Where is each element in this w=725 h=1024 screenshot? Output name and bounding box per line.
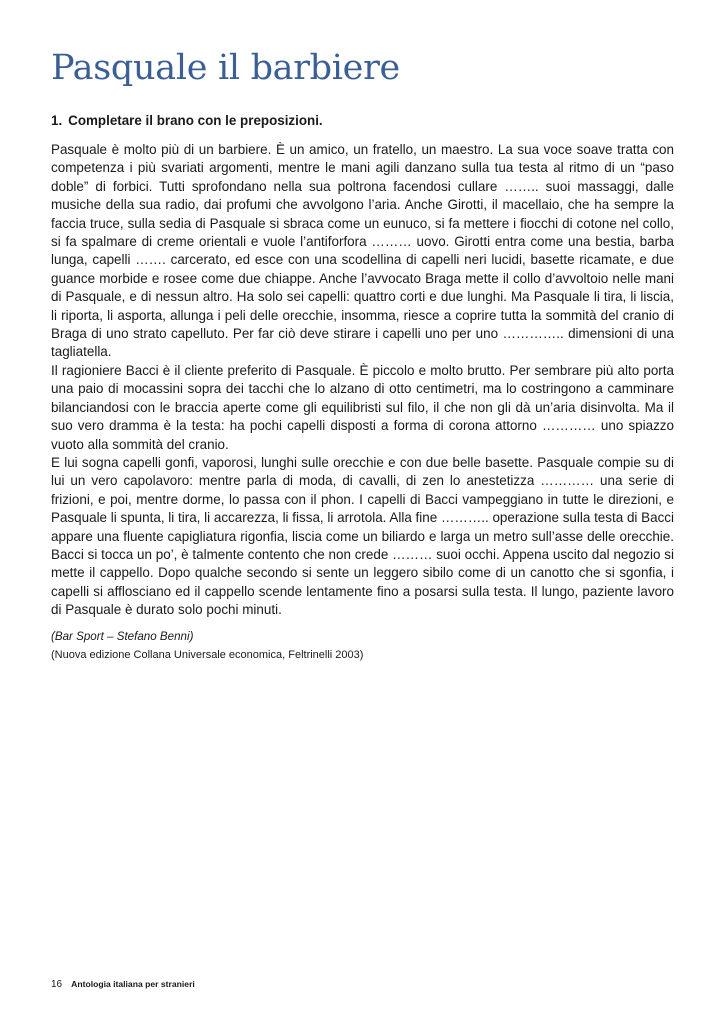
book-title: Antologia italiana per stranieri (71, 979, 195, 989)
page-number: 16 (51, 979, 63, 990)
page-footer (51, 977, 195, 992)
paragraph-1: Pasquale è molto più di un barbiere. È un amico, un fratello, un maestro. La sua voce soave tratta con competenza i più svariati argomenti, mentre le mani agili danzano sulla tua testa al ritmo di un “paso doble” di forbici. Tutti sprofondano nella sua poltrona facendosi cullare …….. suoi massaggi, dalle musiche della sua radio, dai profumi che avvolgono l’aria. Anche Girotti, il macellaio, che ha sempre la faccia truce, sulla sedia di Pasquale si sbraca come un eunuco, si fa mettere i fiocchi di cotone nel collo, si fa spalmare di creme orientali e vuole l’antiforfora ……… uovo. Girotti entra come una bestia, barba lunga, capelli ……. carcerato, ed esce con una scodellina di capelli neri lucidi, basette ricamate, e due guance morbide e rosee come due chiappe. Anche l’avvocato Braga mette il collo d’avvoltoio nelle mani di Pasquale, e di nessun altro. Ha solo sei capelli: quattro corti e due lunghi. Ma Pasquale li tira, li liscia, li riporta, li asporta, allunga i peli delle orecchie, insomma, riesce a coprire tutta la sommità del cranio di Braga di uno strato capelluto. Per far ciò deve stirare i capelli uno per uno ………….. dimensioni di una tagliatella. (51, 142, 674, 360)
citation-edition: (Nuova edizione Collana Universale economica, Feltrinelli 2003) (51, 649, 364, 661)
paragraph-2: Il ragioniere Bacci è il cliente preferito di Pasquale. È piccolo e molto brutto. Per sembrare più alto porta una paio di mocassini sopra dei tacchi che lo alzano di otto centimetri, ma lo costringono a camminare bilanciandosi con le braccia aperte come gli equilibristi sul filo, il che non gli dà un’aria disinvolta. Ma il suo vero dramma è la testa: ha pochi capelli disposti a forma di corona attorno ………… uno spiazzo vuoto alla sommità del cranio. (51, 362, 674, 452)
story-text (51, 141, 674, 620)
exercise-number: 1. (51, 113, 63, 128)
exercise-text: Completare il brano con le preposizioni. (68, 113, 323, 128)
exercise-instruction (51, 112, 323, 130)
paragraph-3: E lui sogna capelli gonfi, vaporosi, lunghi sulle orecchie e con due belle basette. Pasquale compie su di lui un vero capolavoro: mentre parla di moda, di cavalli, di zen lo anestetizza ………… una serie di frizioni, e poi, mentre dorme, lo passa con il phon. I capelli di Bacci vampeggiano in tutte le direzioni, e Pasquale li spunta, li tira, li accarezza, li fissa, li arrotola. Alla fine ……….. operazione sulla testa di Bacci appare una fluente capigliatura rigonfia, liscia come un biliardo e larga un metro sull’asse delle orecchie. Bacci si tocca un po’, è talmente contento che non crede ……… suoi occhi. Appena uscito dal negozio si mette il cappello. Dopo qualche secondo si sente un leggero sibilo come di un canotto che si sgonfia, i capelli si afflosciano ed il cappello scende lentamente fino a posarsi sulla testa. Il lungo, paziente lavoro di Pasquale è durato solo pochi minuti. (51, 454, 674, 618)
page-title: Pasquale il barbiere (51, 48, 400, 88)
citation (51, 628, 674, 663)
citation-source: (Bar Sport – Stefano Benni) (51, 630, 194, 643)
